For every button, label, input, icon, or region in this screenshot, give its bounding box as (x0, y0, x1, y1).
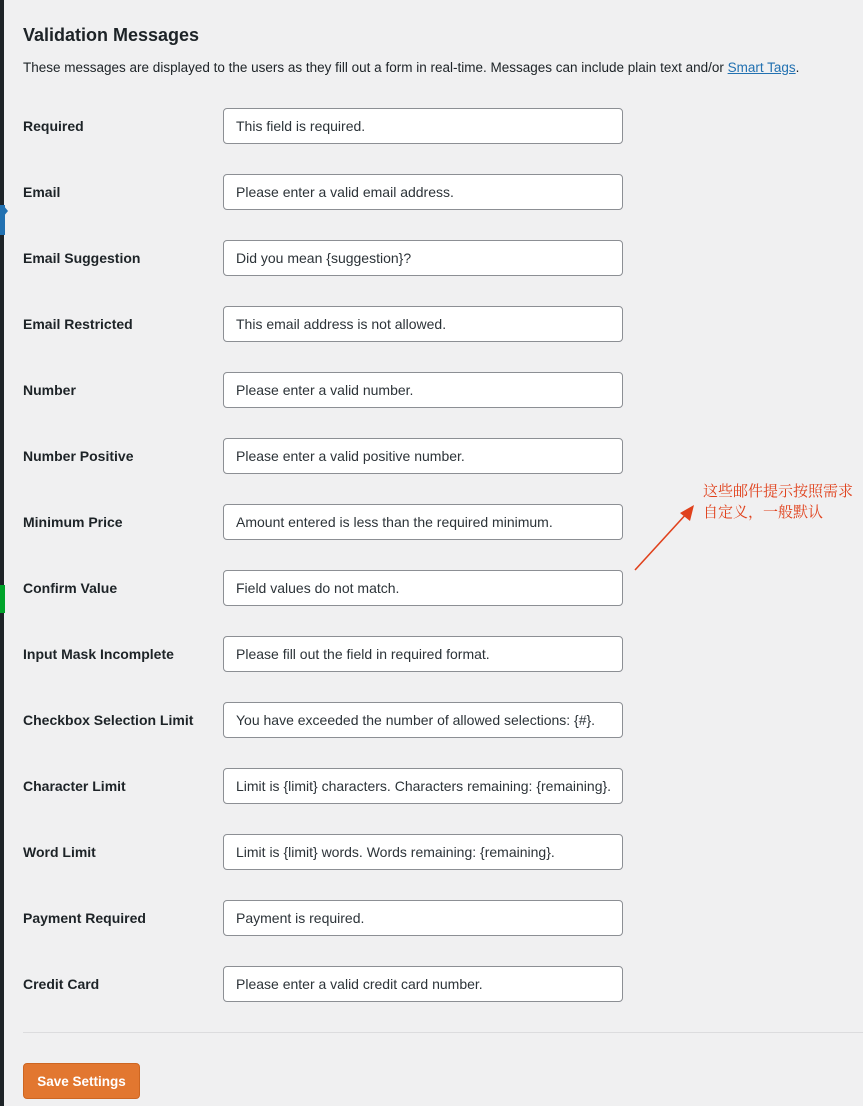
annotation-note: 这些邮件提示按照需求自定义，一般默认 (703, 482, 854, 521)
field-message-input[interactable] (223, 834, 623, 870)
field-message-input[interactable] (223, 504, 623, 540)
field-message-input[interactable] (223, 240, 623, 276)
section-title: Validation Messages (23, 25, 200, 45)
admin-sidebar-edge (0, 0, 4, 1106)
save-settings-button[interactable]: Save Settings (23, 1063, 140, 1099)
field-label: Required (23, 118, 84, 134)
field-message-input[interactable] (223, 174, 623, 210)
field-label: Email (23, 184, 61, 200)
field-message-input[interactable] (223, 108, 623, 144)
field-message-input[interactable] (223, 702, 623, 738)
field-label: Checkbox Selection Limit (23, 712, 194, 728)
field-label: Email Restricted (23, 316, 133, 332)
field-label: Character Limit (23, 778, 126, 794)
field-label: Word Limit (23, 844, 96, 860)
annotation-arrow-icon (630, 500, 700, 575)
section-description-end: . (795, 60, 800, 75)
field-label: Payment Required (23, 910, 146, 926)
section-description (23, 60, 799, 75)
field-label: Number Positive (23, 448, 134, 464)
section-description-text: These messages are displayed to the users as they fill out a form in real-time. Messages can include plain text and/or (23, 60, 728, 75)
field-message-input[interactable] (223, 768, 623, 804)
field-message-input[interactable] (223, 636, 623, 672)
field-message-input[interactable] (223, 900, 623, 936)
field-label: Email Suggestion (23, 250, 141, 266)
field-label: Confirm Value (23, 580, 118, 596)
sidebar-status-indicator (0, 585, 5, 613)
field-message-input[interactable] (223, 966, 623, 1002)
field-message-input[interactable] (223, 372, 623, 408)
field-message-input[interactable] (223, 570, 623, 606)
divider (23, 1032, 863, 1033)
field-label: Number (23, 382, 76, 398)
smart-tags-link[interactable]: Smart Tags (727, 60, 796, 75)
field-message-input[interactable] (223, 306, 623, 342)
field-message-input[interactable] (223, 438, 623, 474)
field-label: Input Mask Incomplete (23, 646, 174, 662)
field-label: Minimum Price (23, 514, 123, 530)
field-label: Credit Card (23, 976, 100, 992)
sidebar-active-notch (3, 205, 8, 217)
